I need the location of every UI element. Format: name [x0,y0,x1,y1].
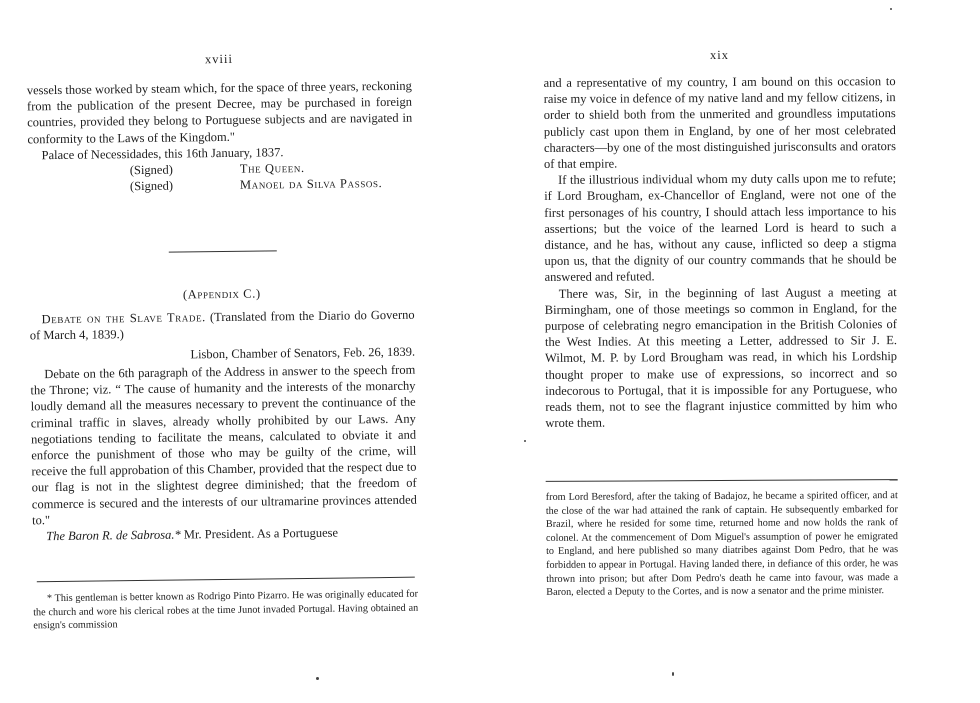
place-date: Palace of Necessidades, this 16th January, 1837. [41,145,284,163]
left-page [26,0,420,703]
section-divider [169,250,277,252]
debate-body: Debate on the 6th paragraph of the Address in answer to the speech from the Throne; viz. “ The cause of humanity and the interests of the monarchy loudly demand all the measures necessary to prevent the continuance of the criminal traffic in slaves, already wholly prohibited by our Laws. Any negotiations tending to facilitate the means, calculated to obviate it and enforce the punishment of those who may be guilty of the crime, will receive the full approbation of this Chamber, provided that the respect due to our flag is not in the slightest degree diminished; that the freedom of commerce is secured and the interests of our ultramarine provinces attended to." The Baron R. de Sabrosa.* Mr. President. As a Portuguese [30,362,417,544]
paragraph-1: and a representative of my country, I am bound on this occasion to raise my voice in defence of my native land and my fellow citizens, in order to shield both from the unmerited and groundless imputations publicly cast upon them in England, by one of her most celebrated characters—by one of the most distinguished jurisconsults and orators of that empire. [543,74,896,171]
speaker-name: The Baron R. de Sabrosa.* [46,527,181,544]
footnote-right: from Lord Beresford, after the taking of Badajoz, he became a spirited officer, and at the close of the war had attained the rank of captain. He subsequently embarked for Brazil, where he resided for some time, returned home and now holds the rank of colonel. At the commencement of Dom Miguel's assumption of power he emigrated to England, and here published so many diatribes against Dom Pedro, that he was forbidden to appear in Portugal. Having landed there, in defiance of this order, he was thrown into prison; but after Dom Pedro's death he came into favour, was made a Baron, elected a Deputy to the Cortes, and is now a senator and the prime minister. [545,490,899,599]
signed-label: (Signed) [129,178,174,194]
decree-text: vessels those worked by steam which, for the space of three years, reckoning from the publication of the present Decree, may be purchased in foreign countries, provided they belong to Portuguese subjects and are navigated in conformity to the Laws of the Kingdom." [26,78,413,146]
speech-start: Mr. President. As a Portuguese [183,525,339,542]
scan-speck [316,677,319,680]
right-body [544,73,898,431]
footnote-left: * This gentleman is better known as Rodrigo Pinto Pizarro. He was originally educated for the church and wore his clerical robes at the time Junot invaded Portugal. Having obtained an ensign's commission [33,588,419,632]
page-number-right: xix [709,47,729,63]
appendix-label: (Appendix C.) [182,286,261,302]
debate-title: Debate on the Slave Trade. [41,310,206,327]
signature-row-2 [28,175,413,196]
signatory-name: Manoel da Silva Passos. [239,176,383,192]
paragraph-3: There was, Sir, in the beginning of last August a meeting at Birmingham, one of those meetings so common in England, for the purpose of celebrating negro emancipation in the British Colonies of the West Indies. At this meeting a Letter, addressed to Sir J. E. Wilmot, M. P. by Lord Brougham was read, in which his Lordship thought proper to make use of expressions, so incorrect and so indecorous to Portugal, that it is impossible for any Portuguese, who reads them, not to see the flagrant injustice committed by him who wrote them. [544,284,898,431]
footnote-rule [546,479,898,482]
signed-label: (Signed) [129,162,173,178]
scan-speck [890,8,892,10]
speaker-line [32,524,417,545]
scan-speck [524,440,526,442]
debate-heading [30,307,415,344]
decree-block [27,78,413,196]
location-date: Lisbon, Chamber of Senators, Feb. 26, 1839. [190,344,416,362]
right-page [543,0,899,702]
debate-subtitle: (Translated from the Diario do Governo of March 4, 1839.) [29,307,415,343]
paragraph-2: If the illustrious individual whom my duty calls upon me to refute; if Lord Brougham, ex-Chancellor of England, were not one of the first personages of his country, I should attach less importance to his assertions; but the voice of the learned Lord is heard to such a distance, and he has, without any cause, inflicted so deep a stigma upon us, that the dignity of our country commands that he should be answered and refuted. [544,171,897,285]
scan-speck [672,672,674,676]
signatory-name: The Queen. [239,160,305,176]
footnote-rule [37,577,415,583]
page-number-left: xviii [204,51,233,67]
